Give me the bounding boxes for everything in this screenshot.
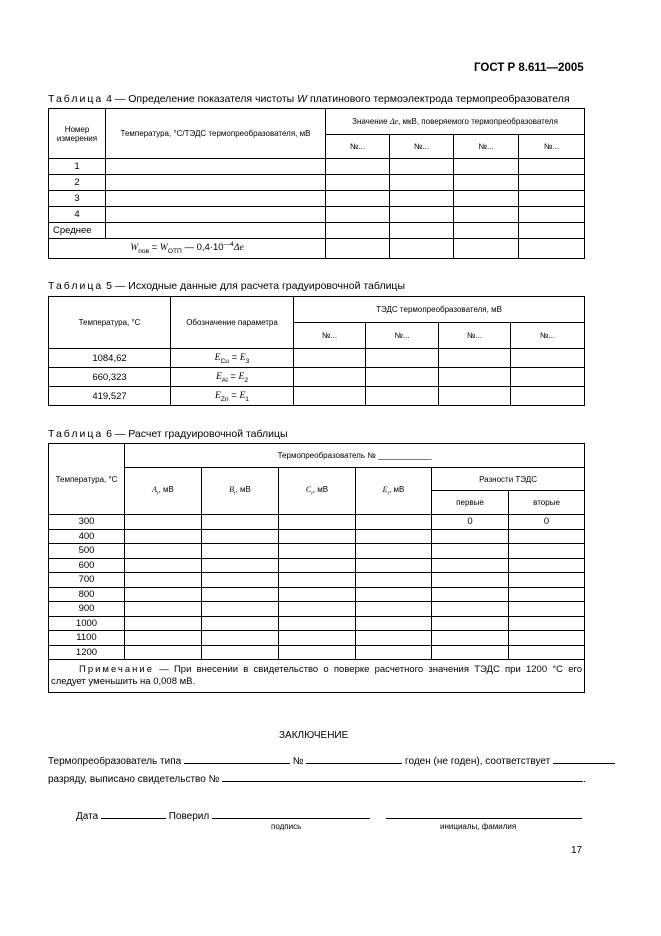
table4-col-temp: Температура, °С/ТЭДС термопреобразователя, мВ — [106, 109, 326, 159]
table6-diff-group: Разности ТЭДС — [432, 468, 585, 491]
second-diff: 0 — [509, 515, 585, 530]
row-label: 700 — [49, 573, 125, 588]
table6-diff-col: первые — [432, 491, 509, 515]
table6-caption-text: 6 — Расчет градуировочной таблицы — [106, 428, 288, 440]
table5-caption — [48, 280, 405, 292]
table5-param: $E_{Al} = E_2$ — [171, 368, 294, 387]
table5-param: $E_{Cu} = E_3$ — [171, 349, 294, 368]
table5-caption-text: 5 — Исходные данные для расчета градуировочной таблицы — [106, 280, 405, 292]
table-row — [49, 558, 585, 573]
table4-subcol: №... — [454, 135, 519, 159]
class-blank[interactable] — [553, 753, 615, 764]
table-row — [49, 616, 585, 631]
table-row — [49, 529, 585, 544]
table4-subcol: №... — [326, 135, 390, 159]
table-row — [49, 515, 585, 530]
table-row — [49, 544, 585, 559]
initials-caption: инициалы, фамилия — [440, 822, 517, 831]
note-word: Примечание — [79, 664, 154, 675]
table-row — [49, 223, 585, 239]
table6-note — [49, 660, 585, 693]
table6-caption — [48, 428, 288, 440]
line2-label: разряду, выписано свидетельство № — [48, 774, 220, 785]
note-text: — При внесении в свидетельство о поверке расчетного значения ТЭДС при 1200 °С его следует уменьшить на 0,008 мВ. — [51, 664, 583, 687]
number-blank[interactable] — [306, 753, 402, 764]
table6-col-group: Термопреобразователь № ____________ — [125, 444, 585, 468]
table-row — [49, 645, 585, 660]
checked-label: Поверил — [168, 811, 210, 822]
date-blank[interactable] — [101, 808, 166, 819]
table6-diff-col: вторые — [509, 491, 585, 515]
table5-temp: 660,323 — [49, 368, 171, 387]
table5-subcol: №... — [511, 323, 585, 349]
signature-blank[interactable] — [212, 808, 370, 819]
table-row — [49, 368, 585, 387]
table-row — [49, 159, 585, 175]
table6 — [48, 443, 585, 693]
document-header: ГОСТ Р 8.611—2005 — [474, 62, 584, 74]
row-label: 500 — [49, 544, 125, 559]
table6-col-a: $A_t$, мВ — [125, 468, 202, 515]
table4-caption-word: Таблица — [48, 93, 104, 105]
conclusion-line2: разряду, выписано свидетельство № . — [48, 771, 586, 785]
row-label: Среднее — [49, 223, 106, 239]
table-row — [49, 207, 585, 223]
conclusion-line1 — [48, 753, 615, 767]
row-label: 3 — [49, 191, 106, 207]
type-blank[interactable] — [184, 753, 290, 764]
row-label: 800 — [49, 587, 125, 602]
table5 — [48, 296, 585, 406]
table4-col-group: Значение Δe, мкВ, поверяемого термопреобразователя — [326, 109, 585, 135]
table5-subcol: №... — [439, 323, 511, 349]
table4-caption — [48, 93, 570, 105]
table6-col-temp: Температура, °С — [49, 444, 125, 515]
date-label: Дата — [76, 811, 99, 822]
row-label: 1000 — [49, 616, 125, 631]
row-label: 900 — [49, 602, 125, 617]
table6-col-e: $E_t$, мВ — [356, 468, 432, 515]
table5-temp: 419,527 — [49, 387, 171, 406]
initials-blank[interactable] — [386, 808, 582, 819]
table5-caption-word: Таблица — [48, 280, 104, 292]
line1-status-label: годен (не годен), соответствует — [405, 756, 551, 767]
table5-subcol: №... — [294, 323, 366, 349]
conclusion-title: ЗАКЛЮЧЕНИЕ — [279, 730, 349, 741]
table-row — [49, 387, 585, 406]
signature-row — [76, 808, 370, 822]
table-row — [49, 175, 585, 191]
table5-col-group: ТЭДС термопреобразователя, мВ — [294, 297, 585, 323]
table6-caption-word: Таблица — [48, 428, 104, 440]
table5-col-param: Обозначение параметра — [171, 297, 294, 349]
certificate-blank[interactable] — [222, 771, 583, 782]
table4-formula: $W_{пов} = W_{ОТП}$ — $0,4\cdot 10^{—4}\Delta e$ — [49, 239, 326, 259]
table6-col-c: $C_t$, мВ — [279, 468, 356, 515]
table4-subcol: №... — [390, 135, 454, 159]
table6-col-b: $B_t$, мВ — [202, 468, 279, 515]
table-row — [49, 349, 585, 368]
table4-col-num: Номер измерения — [49, 109, 106, 159]
table-row — [49, 602, 585, 617]
table-row — [49, 631, 585, 646]
page-number: 17 — [571, 845, 583, 856]
table-row — [49, 191, 585, 207]
table-row — [49, 239, 585, 259]
row-label: 600 — [49, 558, 125, 573]
table4-subcol: №... — [519, 135, 585, 159]
row-label: 4 — [49, 207, 106, 223]
table-row — [49, 587, 585, 602]
row-label: 400 — [49, 529, 125, 544]
table5-param: $E_{Zn} = E_1$ — [171, 387, 294, 406]
table5-temp: 1084,62 — [49, 349, 171, 368]
row-label: 1100 — [49, 631, 125, 646]
first-diff: 0 — [432, 515, 509, 530]
table-row — [49, 573, 585, 588]
table5-subcol: №... — [366, 323, 439, 349]
table4 — [48, 108, 585, 259]
row-label: 300 — [49, 515, 125, 530]
row-label: 2 — [49, 175, 106, 191]
row-label: 1200 — [49, 645, 125, 660]
table5-col-temp: Температура, °С — [49, 297, 171, 349]
line1-type-label: Термопреобразователь типа — [48, 756, 182, 767]
row-label: 1 — [49, 159, 106, 175]
signature-caption: подпись — [271, 822, 302, 831]
table4-caption-text: 4 — Определение показателя чистоты W платинового термоэлектрода термопреобразователя — [106, 93, 570, 105]
line1-num-label: № — [292, 756, 304, 767]
